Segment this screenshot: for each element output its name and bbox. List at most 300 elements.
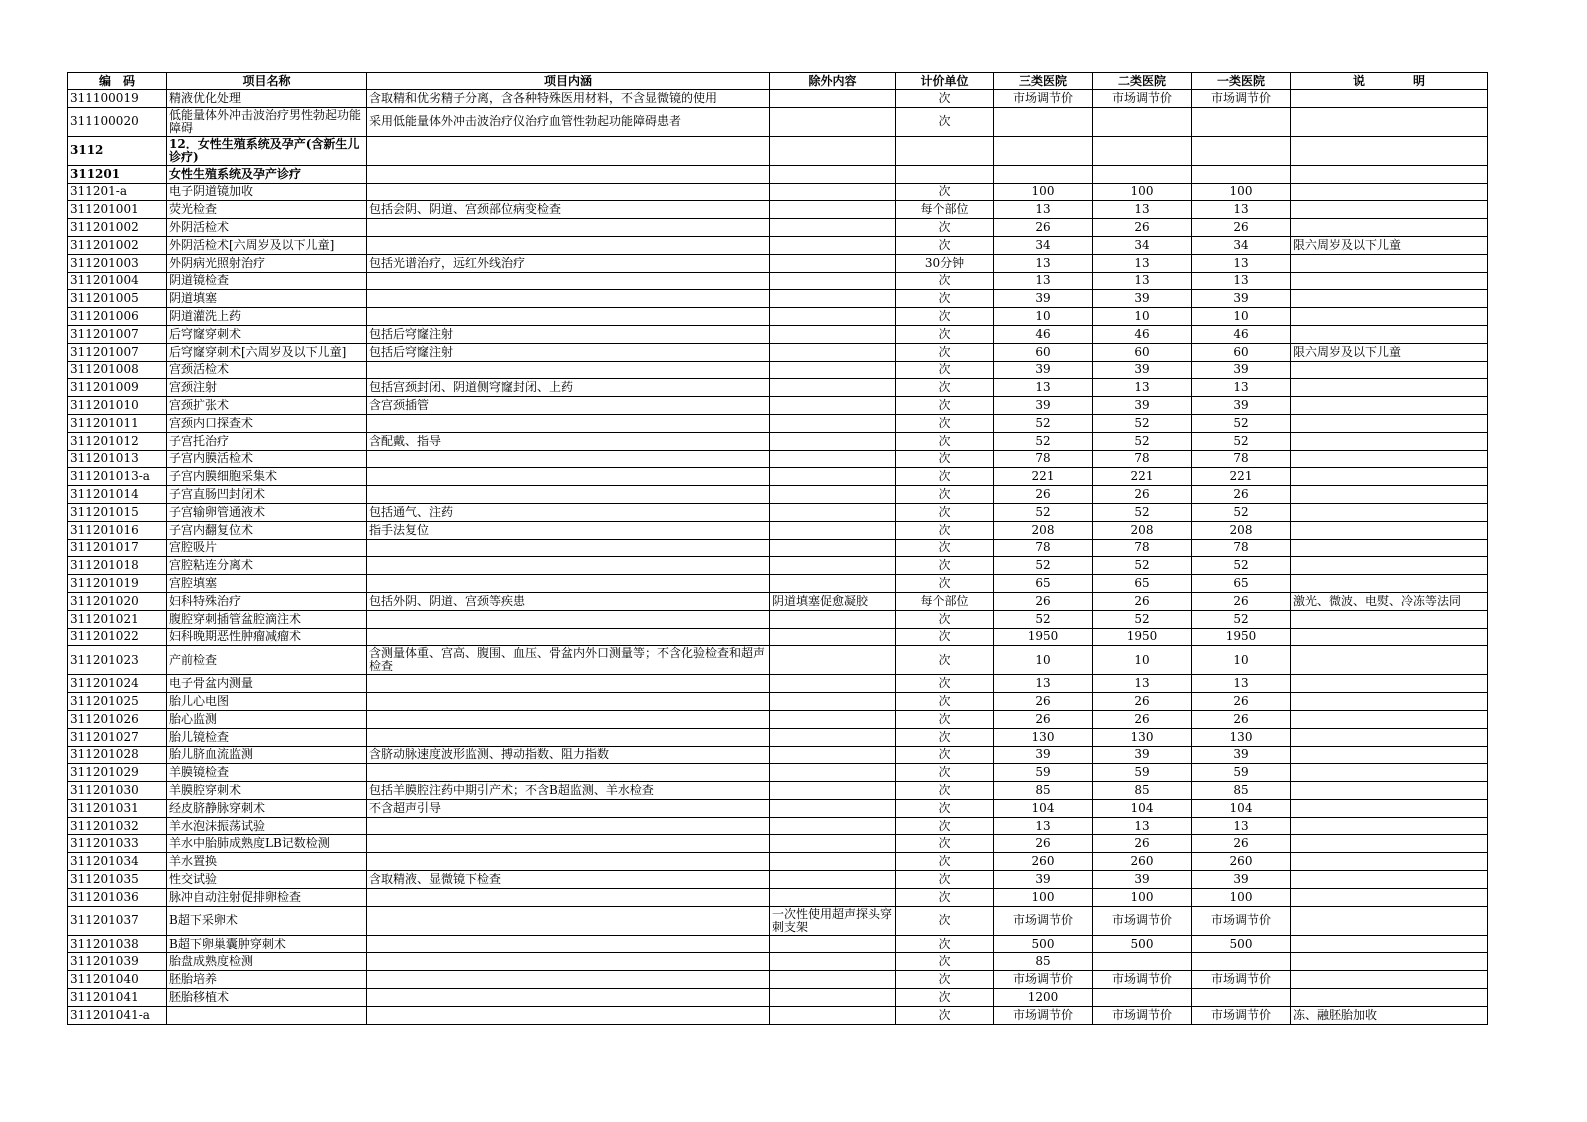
class1-price-cell: 85 xyxy=(1192,782,1291,800)
class3-price-cell: 46 xyxy=(994,325,1093,343)
item-content-cell xyxy=(367,817,770,835)
class3-price-cell: 13 xyxy=(994,817,1093,835)
class3-price-cell: 26 xyxy=(994,693,1093,711)
unit-cell: 次 xyxy=(896,557,994,575)
code-cell: 311201038 xyxy=(68,935,167,953)
notes-cell xyxy=(1291,710,1488,728)
notes-cell xyxy=(1291,414,1488,432)
class2-price-cell: 市场调节价 xyxy=(1093,971,1192,989)
item-name-cell: 阴道镜检查 xyxy=(167,272,367,290)
table-row xyxy=(68,486,1488,504)
class1-price-cell: 26 xyxy=(1192,486,1291,504)
table-row xyxy=(68,201,1488,219)
notes-cell xyxy=(1291,183,1488,201)
exclusions-cell xyxy=(770,308,896,326)
header-class3-hospital: 三类医院 xyxy=(994,73,1093,90)
class3-price-cell: 1950 xyxy=(994,628,1093,646)
code-cell: 311201008 xyxy=(68,361,167,379)
exclusions-cell xyxy=(770,272,896,290)
class3-price-cell: 208 xyxy=(994,521,1093,539)
class1-price-cell: 78 xyxy=(1192,450,1291,468)
item-content-cell: 含配戴、指导 xyxy=(367,432,770,450)
class2-price-cell: 1950 xyxy=(1093,628,1192,646)
item-name-cell: 宫颈内口探查术 xyxy=(167,414,367,432)
exclusions-cell xyxy=(770,935,896,953)
notes-cell xyxy=(1291,675,1488,693)
unit-cell: 次 xyxy=(896,236,994,254)
table-row xyxy=(68,254,1488,272)
item-name-cell: 腹腔穿刺插管盆腔滴注术 xyxy=(167,610,367,628)
class2-price-cell: 13 xyxy=(1093,379,1192,397)
table-row xyxy=(68,628,1488,646)
unit-cell: 30分钟 xyxy=(896,254,994,272)
code-cell: 311201034 xyxy=(68,853,167,871)
item-content-cell: 包括宫颈封闭、阴道侧穹窿封闭、上药 xyxy=(367,379,770,397)
code-cell: 311201019 xyxy=(68,575,167,593)
notes-cell: 限六周岁及以下儿童 xyxy=(1291,343,1488,361)
class2-price-cell: 39 xyxy=(1093,361,1192,379)
code-cell: 311201013-a xyxy=(68,468,167,486)
class3-price-cell: 1200 xyxy=(994,989,1093,1007)
item-content-cell xyxy=(367,989,770,1007)
class3-price-cell: 65 xyxy=(994,575,1093,593)
unit-cell: 次 xyxy=(896,646,994,675)
exclusions-cell xyxy=(770,693,896,711)
notes-cell xyxy=(1291,989,1488,1007)
table-row xyxy=(68,646,1488,675)
item-content-cell xyxy=(367,906,770,935)
class2-price-cell: 13 xyxy=(1093,675,1192,693)
class3-price-cell: 26 xyxy=(994,710,1093,728)
notes-cell xyxy=(1291,575,1488,593)
class2-price-cell: 13 xyxy=(1093,272,1192,290)
code-cell: 311201041-a xyxy=(68,1006,167,1024)
exclusions-cell xyxy=(770,361,896,379)
table-row xyxy=(68,468,1488,486)
code-cell: 311201031 xyxy=(68,799,167,817)
item-name-cell: B超下采卵术 xyxy=(167,906,367,935)
exclusions-cell xyxy=(770,254,896,272)
table-row xyxy=(68,165,1488,183)
class2-price-cell: 市场调节价 xyxy=(1093,1006,1192,1024)
class2-price-cell xyxy=(1093,165,1192,183)
code-cell: 3112 xyxy=(68,136,167,165)
class3-price-cell: 13 xyxy=(994,272,1093,290)
exclusions-cell xyxy=(770,414,896,432)
item-content-cell xyxy=(367,628,770,646)
class1-price-cell: 10 xyxy=(1192,646,1291,675)
fee-schedule-table xyxy=(67,72,1488,1025)
class1-price-cell: 26 xyxy=(1192,710,1291,728)
exclusions-cell xyxy=(770,557,896,575)
notes-cell xyxy=(1291,379,1488,397)
unit-cell: 次 xyxy=(896,361,994,379)
notes-cell xyxy=(1291,254,1488,272)
unit-cell xyxy=(896,165,994,183)
class2-price-cell: 221 xyxy=(1093,468,1192,486)
unit-cell: 次 xyxy=(896,290,994,308)
class2-price-cell: 10 xyxy=(1093,646,1192,675)
table-row xyxy=(68,272,1488,290)
class2-price-cell: 59 xyxy=(1093,764,1192,782)
class2-price-cell: 13 xyxy=(1093,254,1192,272)
class1-price-cell xyxy=(1192,989,1291,1007)
exclusions-cell xyxy=(770,646,896,675)
item-content-cell xyxy=(367,610,770,628)
exclusions-cell xyxy=(770,835,896,853)
notes-cell xyxy=(1291,201,1488,219)
class1-price-cell: 500 xyxy=(1192,935,1291,953)
notes-cell xyxy=(1291,888,1488,906)
exclusions-cell xyxy=(770,764,896,782)
item-content-cell xyxy=(367,486,770,504)
class3-price-cell xyxy=(994,136,1093,165)
item-name-cell: 胚胎培养 xyxy=(167,971,367,989)
item-content-cell xyxy=(367,953,770,971)
item-name-cell: 羊膜腔穿刺术 xyxy=(167,782,367,800)
class2-price-cell: 39 xyxy=(1093,397,1192,415)
class1-price-cell: 13 xyxy=(1192,201,1291,219)
notes-cell xyxy=(1291,165,1488,183)
item-content-cell xyxy=(367,1006,770,1024)
item-name-cell: 子宫直肠凹封闭术 xyxy=(167,486,367,504)
item-content-cell: 含宫颈插管 xyxy=(367,397,770,415)
class1-price-cell: 市场调节价 xyxy=(1192,971,1291,989)
unit-cell: 次 xyxy=(896,90,994,108)
table-row xyxy=(68,557,1488,575)
exclusions-cell xyxy=(770,136,896,165)
unit-cell: 次 xyxy=(896,343,994,361)
unit-cell: 次 xyxy=(896,782,994,800)
exclusions-cell xyxy=(770,432,896,450)
code-cell: 311201037 xyxy=(68,906,167,935)
notes-cell xyxy=(1291,521,1488,539)
exclusions-cell xyxy=(770,290,896,308)
class1-price-cell xyxy=(1192,136,1291,165)
class1-price-cell: 26 xyxy=(1192,219,1291,237)
class1-price-cell: 39 xyxy=(1192,361,1291,379)
class2-price-cell: 26 xyxy=(1093,486,1192,504)
item-content-cell: 包括会阴、阴道、宫颈部位病变检查 xyxy=(367,201,770,219)
class3-price-cell: 52 xyxy=(994,557,1093,575)
item-content-cell xyxy=(367,219,770,237)
class1-price-cell: 34 xyxy=(1192,236,1291,254)
code-cell: 311201040 xyxy=(68,971,167,989)
class2-price-cell: 52 xyxy=(1093,432,1192,450)
item-content-cell xyxy=(367,888,770,906)
unit-cell: 次 xyxy=(896,503,994,521)
item-name-cell: 羊水中胎肺成熟度LB记数检测 xyxy=(167,835,367,853)
unit-cell: 次 xyxy=(896,728,994,746)
class2-price-cell: 10 xyxy=(1093,308,1192,326)
header-item-name: 项目名称 xyxy=(167,73,367,90)
code-cell: 311201035 xyxy=(68,871,167,889)
notes-cell xyxy=(1291,486,1488,504)
class1-price-cell: 46 xyxy=(1192,325,1291,343)
header-unit: 计价单位 xyxy=(896,73,994,90)
notes-cell xyxy=(1291,610,1488,628)
code-cell: 311201032 xyxy=(68,817,167,835)
unit-cell: 次 xyxy=(896,628,994,646)
class2-price-cell: 26 xyxy=(1093,710,1192,728)
code-cell: 311201-a xyxy=(68,183,167,201)
notes-cell xyxy=(1291,817,1488,835)
unit-cell: 次 xyxy=(896,432,994,450)
unit-cell: 次 xyxy=(896,817,994,835)
table-row xyxy=(68,290,1488,308)
class2-price-cell xyxy=(1093,136,1192,165)
class3-price-cell: 市场调节价 xyxy=(994,1006,1093,1024)
code-cell: 311201030 xyxy=(68,782,167,800)
table-row xyxy=(68,693,1488,711)
table-row xyxy=(68,379,1488,397)
class2-price-cell: 26 xyxy=(1093,835,1192,853)
item-name-cell: 胎儿脐血流监测 xyxy=(167,746,367,764)
item-content-cell xyxy=(367,308,770,326)
class3-price-cell: 85 xyxy=(994,953,1093,971)
table-row xyxy=(68,414,1488,432)
item-content-cell: 包括光谱治疗，远红外线治疗 xyxy=(367,254,770,272)
code-cell: 311201 xyxy=(68,165,167,183)
class3-price-cell: 52 xyxy=(994,432,1093,450)
exclusions-cell xyxy=(770,953,896,971)
header-class2-hospital: 二类医院 xyxy=(1093,73,1192,90)
item-name-cell: 胚胎移植术 xyxy=(167,989,367,1007)
notes-cell xyxy=(1291,308,1488,326)
notes-cell xyxy=(1291,646,1488,675)
item-name-cell: 子宫输卵管通液术 xyxy=(167,503,367,521)
code-cell: 311201002 xyxy=(68,236,167,254)
item-content-cell xyxy=(367,971,770,989)
item-content-cell xyxy=(367,272,770,290)
notes-cell xyxy=(1291,219,1488,237)
unit-cell: 次 xyxy=(896,888,994,906)
item-name-cell: 荧光检查 xyxy=(167,201,367,219)
class1-price-cell: 10 xyxy=(1192,308,1291,326)
table-row xyxy=(68,989,1488,1007)
table-row xyxy=(68,1006,1488,1024)
exclusions-cell xyxy=(770,853,896,871)
notes-cell xyxy=(1291,290,1488,308)
item-name-cell: 妇科特殊治疗 xyxy=(167,592,367,610)
class2-price-cell: 60 xyxy=(1093,343,1192,361)
exclusions-cell xyxy=(770,610,896,628)
notes-cell xyxy=(1291,557,1488,575)
table-row xyxy=(68,888,1488,906)
class2-price-cell: 78 xyxy=(1093,539,1192,557)
class3-price-cell xyxy=(994,107,1093,136)
notes-cell: 冻、融胚胎加收 xyxy=(1291,1006,1488,1024)
code-cell: 311201036 xyxy=(68,888,167,906)
item-name-cell: 羊膜镜检查 xyxy=(167,764,367,782)
unit-cell: 次 xyxy=(896,693,994,711)
item-content-cell: 含测量体重、宫高、腹围、血压、骨盆内外口测量等；不含化验检查和超声检查 xyxy=(367,646,770,675)
notes-cell xyxy=(1291,628,1488,646)
item-content-cell xyxy=(367,361,770,379)
class3-price-cell: 59 xyxy=(994,764,1093,782)
class3-price-cell: 市场调节价 xyxy=(994,906,1093,935)
class1-price-cell: 52 xyxy=(1192,610,1291,628)
class3-price-cell: 52 xyxy=(994,414,1093,432)
class2-price-cell xyxy=(1093,107,1192,136)
class2-price-cell: 39 xyxy=(1093,746,1192,764)
class2-price-cell: 52 xyxy=(1093,557,1192,575)
class3-price-cell: 104 xyxy=(994,799,1093,817)
notes-cell xyxy=(1291,136,1488,165)
class2-price-cell: 65 xyxy=(1093,575,1192,593)
class3-price-cell: 39 xyxy=(994,397,1093,415)
notes-cell xyxy=(1291,432,1488,450)
item-content-cell: 包括后穹窿注射 xyxy=(367,325,770,343)
unit-cell: 次 xyxy=(896,871,994,889)
class3-price-cell: 13 xyxy=(994,254,1093,272)
code-cell: 311201018 xyxy=(68,557,167,575)
item-name-cell: 宫颈注射 xyxy=(167,379,367,397)
item-name-cell: 女性生殖系统及孕产诊疗 xyxy=(167,165,367,183)
exclusions-cell xyxy=(770,165,896,183)
table-row xyxy=(68,871,1488,889)
item-name-cell: 外阴病光照射治疗 xyxy=(167,254,367,272)
item-name-cell: 精液优化处理 xyxy=(167,90,367,108)
class2-price-cell: 78 xyxy=(1093,450,1192,468)
item-name-cell: 后穹窿穿刺术 xyxy=(167,325,367,343)
class1-price-cell: 26 xyxy=(1192,693,1291,711)
table-row xyxy=(68,450,1488,468)
table-row xyxy=(68,799,1488,817)
class3-price-cell: 130 xyxy=(994,728,1093,746)
item-name-cell: 胎心监测 xyxy=(167,710,367,728)
item-content-cell: 包括后穹窿注射 xyxy=(367,343,770,361)
exclusions-cell: 一次性使用超声探头穿刺支架 xyxy=(770,906,896,935)
unit-cell: 次 xyxy=(896,219,994,237)
item-name-cell: 阴道填塞 xyxy=(167,290,367,308)
code-cell: 311201009 xyxy=(68,379,167,397)
item-name-cell: 妇科晚期恶性肿瘤减瘤术 xyxy=(167,628,367,646)
item-name-cell: 子宫托治疗 xyxy=(167,432,367,450)
class3-price-cell: 10 xyxy=(994,308,1093,326)
exclusions-cell xyxy=(770,343,896,361)
exclusions-cell xyxy=(770,503,896,521)
item-content-cell xyxy=(367,853,770,871)
notes-cell xyxy=(1291,503,1488,521)
code-cell: 311201005 xyxy=(68,290,167,308)
item-content-cell xyxy=(367,764,770,782)
code-cell: 311201041 xyxy=(68,989,167,1007)
unit-cell: 次 xyxy=(896,610,994,628)
class1-price-cell xyxy=(1192,107,1291,136)
class3-price-cell: 26 xyxy=(994,219,1093,237)
item-name-cell: 电子骨盆内测量 xyxy=(167,675,367,693)
class1-price-cell: 13 xyxy=(1192,254,1291,272)
item-content-cell xyxy=(367,290,770,308)
notes-cell: 激光、微波、电熨、冷冻等法同 xyxy=(1291,592,1488,610)
class2-price-cell xyxy=(1093,989,1192,1007)
table-row xyxy=(68,675,1488,693)
code-cell: 311201022 xyxy=(68,628,167,646)
class2-price-cell: 85 xyxy=(1093,782,1192,800)
item-content-cell: 包括羊膜腔注药中期引产术；不含B超监测、羊水检查 xyxy=(367,782,770,800)
class2-price-cell: 104 xyxy=(1093,799,1192,817)
item-name-cell: 羊水泡沫振荡试验 xyxy=(167,817,367,835)
exclusions-cell xyxy=(770,746,896,764)
unit-cell: 次 xyxy=(896,272,994,290)
table-row xyxy=(68,308,1488,326)
unit-cell: 次 xyxy=(896,468,994,486)
item-name-cell: 电子阴道镜加收 xyxy=(167,183,367,201)
item-content-cell xyxy=(367,414,770,432)
item-name-cell: 宫颈扩张术 xyxy=(167,397,367,415)
notes-cell xyxy=(1291,799,1488,817)
exclusions-cell: 阴道填塞促愈凝胶 xyxy=(770,592,896,610)
header-row xyxy=(68,73,1488,90)
item-content-cell: 包括外阴、阴道、宫颈等疾患 xyxy=(367,592,770,610)
class3-price-cell: 100 xyxy=(994,888,1093,906)
item-name-cell: 产前检查 xyxy=(167,646,367,675)
code-cell: 311201011 xyxy=(68,414,167,432)
exclusions-cell xyxy=(770,989,896,1007)
table-row xyxy=(68,397,1488,415)
unit-cell: 次 xyxy=(896,325,994,343)
exclusions-cell xyxy=(770,888,896,906)
class1-price-cell: 26 xyxy=(1192,835,1291,853)
unit-cell: 次 xyxy=(896,710,994,728)
class1-price-cell: 130 xyxy=(1192,728,1291,746)
unit-cell: 每个部位 xyxy=(896,201,994,219)
table-row xyxy=(68,219,1488,237)
code-cell: 311201016 xyxy=(68,521,167,539)
code-cell: 311201007 xyxy=(68,343,167,361)
class2-price-cell: 100 xyxy=(1093,888,1192,906)
exclusions-cell xyxy=(770,486,896,504)
class1-price-cell: 65 xyxy=(1192,575,1291,593)
class2-price-cell: 46 xyxy=(1093,325,1192,343)
exclusions-cell xyxy=(770,219,896,237)
class1-price-cell xyxy=(1192,165,1291,183)
class3-price-cell: 市场调节价 xyxy=(994,90,1093,108)
class3-price-cell: 26 xyxy=(994,592,1093,610)
exclusions-cell xyxy=(770,236,896,254)
exclusions-cell xyxy=(770,521,896,539)
table-row xyxy=(68,610,1488,628)
item-name-cell: 脉冲自动注射促排卵检查 xyxy=(167,888,367,906)
class3-price-cell: 500 xyxy=(994,935,1093,953)
code-cell: 311201024 xyxy=(68,675,167,693)
table-row xyxy=(68,236,1488,254)
table-body xyxy=(68,90,1488,1025)
exclusions-cell xyxy=(770,468,896,486)
item-content-cell: 采用低能量体外冲击波治疗仪治疗血管性勃起功能障碍患者 xyxy=(367,107,770,136)
unit-cell: 次 xyxy=(896,906,994,935)
item-content-cell xyxy=(367,575,770,593)
table-row xyxy=(68,503,1488,521)
unit-cell: 次 xyxy=(896,675,994,693)
exclusions-cell xyxy=(770,450,896,468)
class3-price-cell: 13 xyxy=(994,201,1093,219)
item-content-cell: 不含超声引导 xyxy=(367,799,770,817)
class3-price-cell: 85 xyxy=(994,782,1093,800)
notes-cell xyxy=(1291,539,1488,557)
code-cell: 311201028 xyxy=(68,746,167,764)
exclusions-cell xyxy=(770,107,896,136)
unit-cell: 次 xyxy=(896,397,994,415)
exclusions-cell xyxy=(770,539,896,557)
unit-cell: 次 xyxy=(896,953,994,971)
table-row xyxy=(68,592,1488,610)
item-name-cell: 宫腔填塞 xyxy=(167,575,367,593)
class1-price-cell: 52 xyxy=(1192,432,1291,450)
item-name-cell: 胎儿心电图 xyxy=(167,693,367,711)
unit-cell: 次 xyxy=(896,521,994,539)
